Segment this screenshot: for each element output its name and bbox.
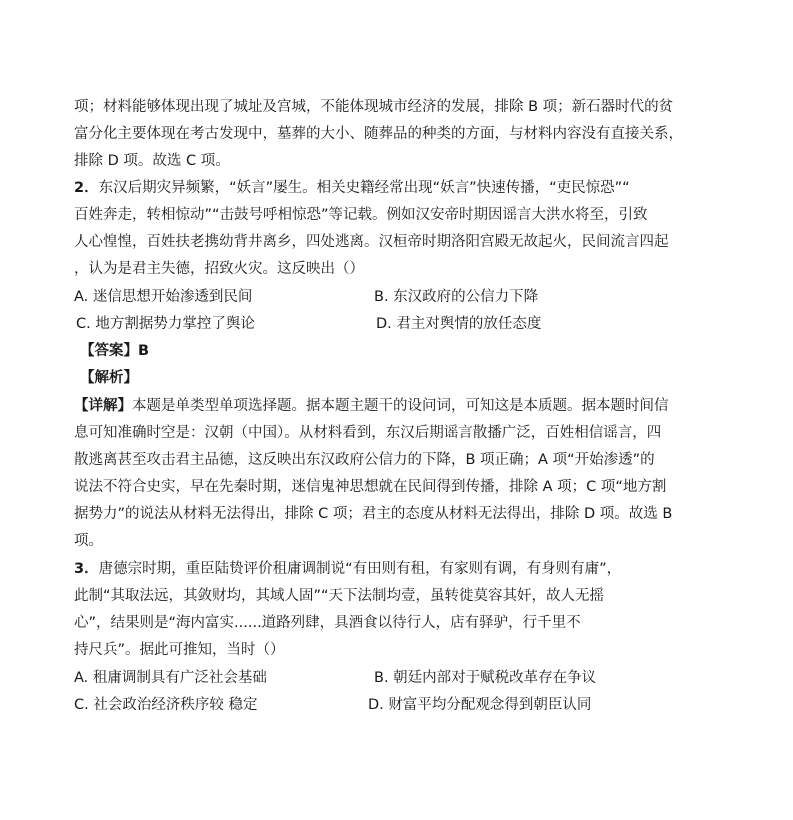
question-3-line — [74, 559, 621, 579]
option-a: A. 租庸调制具有广泛社会基础 — [74, 670, 267, 686]
question-number: 3． — [74, 561, 99, 577]
option-b: B. 东汉政府的公信力下降 — [374, 289, 539, 305]
question-stem: 东汉后期灾异频繁，“妖言”屡生。相关史籍经常出现“妖言”快速传播，“吏民惊恐”“ — [98, 180, 630, 196]
question-stem: ，认为是君主失德，招致火灾。这反映出（） — [74, 261, 364, 277]
question-stem: 心”，结果则是“海内富实......道路列肆，具酒食以待行人，店有驿驴，行千里不 — [74, 615, 581, 631]
answer-value: B — [138, 343, 150, 359]
text-line: 排除 D 项。故选 C 项。 — [74, 153, 230, 169]
text-line: 富分化主要体现在考古发现中，墓葬的大小、随葬品的种类的方面，与材料内容没有直接关系， — [74, 126, 683, 142]
text-line: 项；材料能够体现出现了城址及宫城，不能体现城市经济的发展，排除 B 项；新石器时代的贫 — [74, 99, 674, 115]
answer-line — [80, 341, 149, 361]
answer-label: 【答案】 — [80, 343, 138, 359]
question-stem: 持尺兵”。据此可推知，当时（） — [74, 642, 285, 658]
detail-text: 本题是单类型单项选择题。据本题主题干的设问词，可知这是本质题。据本题时间信 — [132, 398, 669, 414]
detail-label: 【详解】 — [74, 398, 132, 414]
question-stem: 人心惶惶，百姓扶老携幼背井离乡，四处逃离。汉桓帝时期洛阳宫殿无故起火，民间流言四起 — [74, 234, 669, 250]
option-d: D. 财富平均分配观念得到朝臣认同 — [368, 697, 592, 713]
question-stem: 唐德宗时期，重臣陆贽评价租庸调制说“有田则有租，有家则有调，有身则有庸”， — [98, 561, 622, 577]
question-stem: 百姓奔走，转相惊动”“击鼓号呼相惊恐”等记载。例如汉安帝时期因谣言大洪水将至，引致 — [74, 207, 648, 223]
option-a: A. 迷信思想开始渗透到民间 — [74, 289, 253, 305]
detail-text: 息可知准确时空是：汉朝（中国）。从材料看到，东汉后期谣言散播广泛，百姓相信谣言，四 — [74, 425, 662, 441]
question-number: 2． — [74, 180, 99, 196]
detail-text: 据势力”的说法从材料无法得出，排除 C 项；君主的态度从材料无法得出，排除 D 项。故选 B — [74, 506, 673, 522]
question-stem: 此制“其取法远，其敛财均，其域人固”“天下法制均壹，虽转徙莫容其奸，故人无摇 — [74, 588, 605, 604]
detail-text: 说法不符合史实，早在先秦时期，迷信鬼神思想就在民间得到传播，排除 A 项；C 项“地方割 — [74, 479, 667, 495]
question-2-line — [74, 178, 630, 198]
option-d: D. 君主对舆情的放任态度 — [376, 316, 542, 332]
analysis-label: 【解析】 — [80, 370, 138, 386]
option-c: C. 地方割据势力掌控了舆论 — [76, 316, 255, 332]
detail-text: 散逃离甚至攻击君主品德，这反映出东汉政府公信力的下降，B 项正确；A 项“开始渗透”的 — [74, 452, 655, 468]
option-c: C. 社会政治经济秩序较 稳定 — [74, 697, 258, 713]
option-b: B. 朝廷内部对于赋税改革存在争议 — [374, 670, 597, 686]
detail-text: 项。 — [74, 533, 103, 549]
detail-line — [74, 396, 669, 416]
